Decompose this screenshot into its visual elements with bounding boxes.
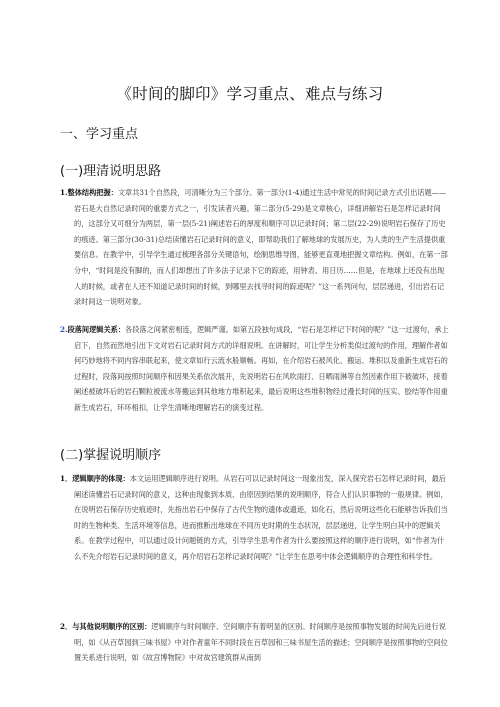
paragraph-body: 本文运用逻辑顺序进行说明。从岩石可以记录时间这一现象出发，深入探究岩石怎样记录时间，最后阐述读懂岩石记录时间的意义，这种由现象到本质、由原因到结果的说明顺序，符合人们认识事物的一般规律。例如，在说明岩石保存历史痕迹时，先指出岩石中保存了古代生物的遗体或遗迹，如化石，然后说明这些化石能够告诉我们当时的生物种类、生活环境等信息，进而推断出地球在不同历史时期的生态状况，层层递进，让学生明白其中的逻辑关系。在教学过程中，可以通过设计问题链的方式，引导学生思考作者为什么要按照这样的顺序进行说明，如“作者为什么不先介绍岩石记录时间的意义，再介绍岩石怎样记录时间呢？”让学生在思考中体会逻辑顺序的合理性和科学性。 bbox=[74, 474, 448, 561]
paragraph-lead: 逻辑顺序的体现： bbox=[72, 474, 130, 483]
subsection-heading-1: (一)理清说明思路 bbox=[60, 164, 162, 179]
paragraph-body: 逻辑顺序与时间顺序、空间顺序有着明显的区别。时间顺序是按照事物发展的时间先后进行说明，如《从百草园到三味书屋》中对作者童年不同时段在百草园和三味书屋生活的描述；空间顺序是按照事物的空间位置关系进行说明，如《故宫博物院》中对故宫建筑群从南到 bbox=[74, 622, 448, 663]
paragraph-difference bbox=[60, 619, 450, 666]
paragraph-order bbox=[60, 471, 450, 565]
paragraph-body: 文章共31个自然段，可清晰分为三个部分。第一部分(1-4)通过生活中常见的时间记录方式引出话题——岩石是大自然记录时间的重要方式之一，引发读者兴趣。第二部分(5-29)是文章核心，详细讲解岩石是怎样记录时间的，这部分又可细分为两层，第一层(5-21)阐述岩石的厚度和顺序可以记录时间；第二层(22-29)说明岩石保存了历史的痕迹。第三部分(30-31)总结读懂岩石记录时间的意义，即帮助我们了解地球的发展历史，为人类的生产生活提供重要信息。在教学中，引导学生通过梳理各部分关键语句，绘制思维导图，能够更直观地把握文章结构。例如，在第一部分中，“时间是没有脚的，而人们却想出了许多法子记录下它的踪迹，用钟表、用日历……但是，在地球上还没有出现人的时候，或者在人还不知道记录时间的时候，到哪里去找寻时间的踪迹呢？”这一系列问句，层层递进，引出岩石记录时间这一说明对象。 bbox=[74, 188, 448, 307]
paragraph-lead: 整体结构把握： bbox=[67, 188, 118, 197]
section-heading: 一、学习重点 bbox=[60, 127, 139, 142]
paragraph-lead: 与其他说明顺序的区别： bbox=[72, 622, 152, 631]
paragraph-number: 2． bbox=[60, 622, 73, 631]
paragraph-number: 1． bbox=[60, 474, 73, 483]
document-title: 《时间的脚印》学习重点、难点与练习 bbox=[116, 85, 384, 103]
subsection-heading-2: (二)掌握说明顺序 bbox=[60, 448, 162, 463]
paragraph-number: 2. bbox=[60, 325, 68, 334]
paragraph-number: 1. bbox=[60, 188, 68, 197]
paragraph-logic bbox=[60, 322, 450, 416]
paragraph-structure bbox=[60, 185, 450, 310]
paragraph-body: 各段落之间紧密相连，逻辑严谨。如第五段独句成段，“岩石是怎样记下时间的呢？”这一过渡句，承上启下，自然而然地引出下文对岩石记录时间方式的详细说明。在讲解时，可让学生分析类似过渡句的作用，理解作者如何巧妙地将不同内容串联起来，使文章如行云流水般顺畅。再如，在介绍岩石被风化、搬运、堆积以及重新生成岩石的过程时，段落间按照时间顺序和因果关系依次展开，先说明岩石在风吹雨打、日晒雨淋等自然因素作用下被破坏，接着阐述被破坏后的岩石颗粒被流水等搬运到其他地方堆积起来，最后说明这些堆积物经过漫长时间的压实、胶结等作用重新生成岩石，环环相扣，让学生清晰地理解岩石的演变过程。 bbox=[74, 325, 449, 412]
paragraph-lead: 段落间逻辑关系： bbox=[67, 325, 126, 334]
